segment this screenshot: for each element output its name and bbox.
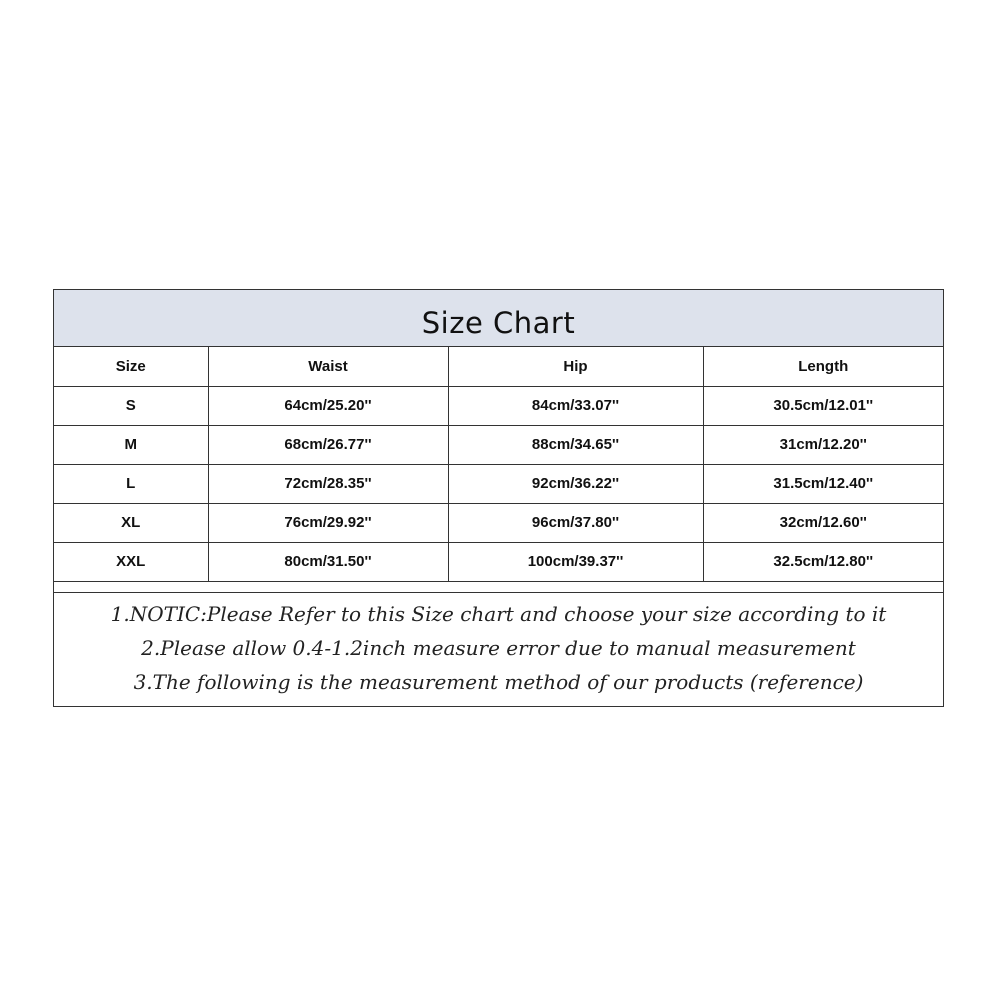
cell-hip: 96cm/37.80''	[448, 503, 703, 542]
cell-waist: 64cm/25.20''	[208, 386, 448, 425]
size-chart	[53, 289, 944, 707]
cell-size: L	[54, 464, 208, 503]
notes-section	[54, 592, 943, 706]
cell-length: 32.5cm/12.80''	[703, 542, 943, 581]
cell-hip: 92cm/36.22''	[448, 464, 703, 503]
table-row	[54, 503, 943, 542]
cell-size: S	[54, 386, 208, 425]
cell-length: 32cm/12.60''	[703, 503, 943, 542]
header-waist: Waist	[208, 347, 448, 386]
cell-hip: 84cm/33.07''	[448, 386, 703, 425]
table-row	[54, 425, 943, 464]
cell-waist: 80cm/31.50''	[208, 542, 448, 581]
cell-waist: 72cm/28.35''	[208, 464, 448, 503]
cell-size: XXL	[54, 542, 208, 581]
table-row	[54, 464, 943, 503]
cell-size: XL	[54, 503, 208, 542]
note-line: 1.NOTIC:Please Refer to this Size chart and choose your size according to it	[110, 602, 887, 626]
note-line: 2.Please allow 0.4-1.2inch measure error due to manual measurement	[141, 636, 856, 660]
cell-length: 31.5cm/12.40''	[703, 464, 943, 503]
cell-length: 31cm/12.20''	[703, 425, 943, 464]
cell-length: 30.5cm/12.01''	[703, 386, 943, 425]
header-hip: Hip	[448, 347, 703, 386]
cell-size: M	[54, 425, 208, 464]
chart-title: Size Chart	[421, 306, 576, 340]
cell-hip: 88cm/34.65''	[448, 425, 703, 464]
header-size: Size	[54, 347, 208, 386]
cell-waist: 68cm/26.77''	[208, 425, 448, 464]
header-length: Length	[703, 347, 943, 386]
title-bar	[54, 290, 943, 347]
cell-hip: 100cm/39.37''	[448, 542, 703, 581]
size-table	[54, 347, 943, 582]
note-line: 3.The following is the measurement method of our products (reference)	[133, 670, 864, 694]
table-row	[54, 386, 943, 425]
cell-waist: 76cm/29.92''	[208, 503, 448, 542]
table-row	[54, 542, 943, 581]
header-row	[54, 347, 943, 386]
